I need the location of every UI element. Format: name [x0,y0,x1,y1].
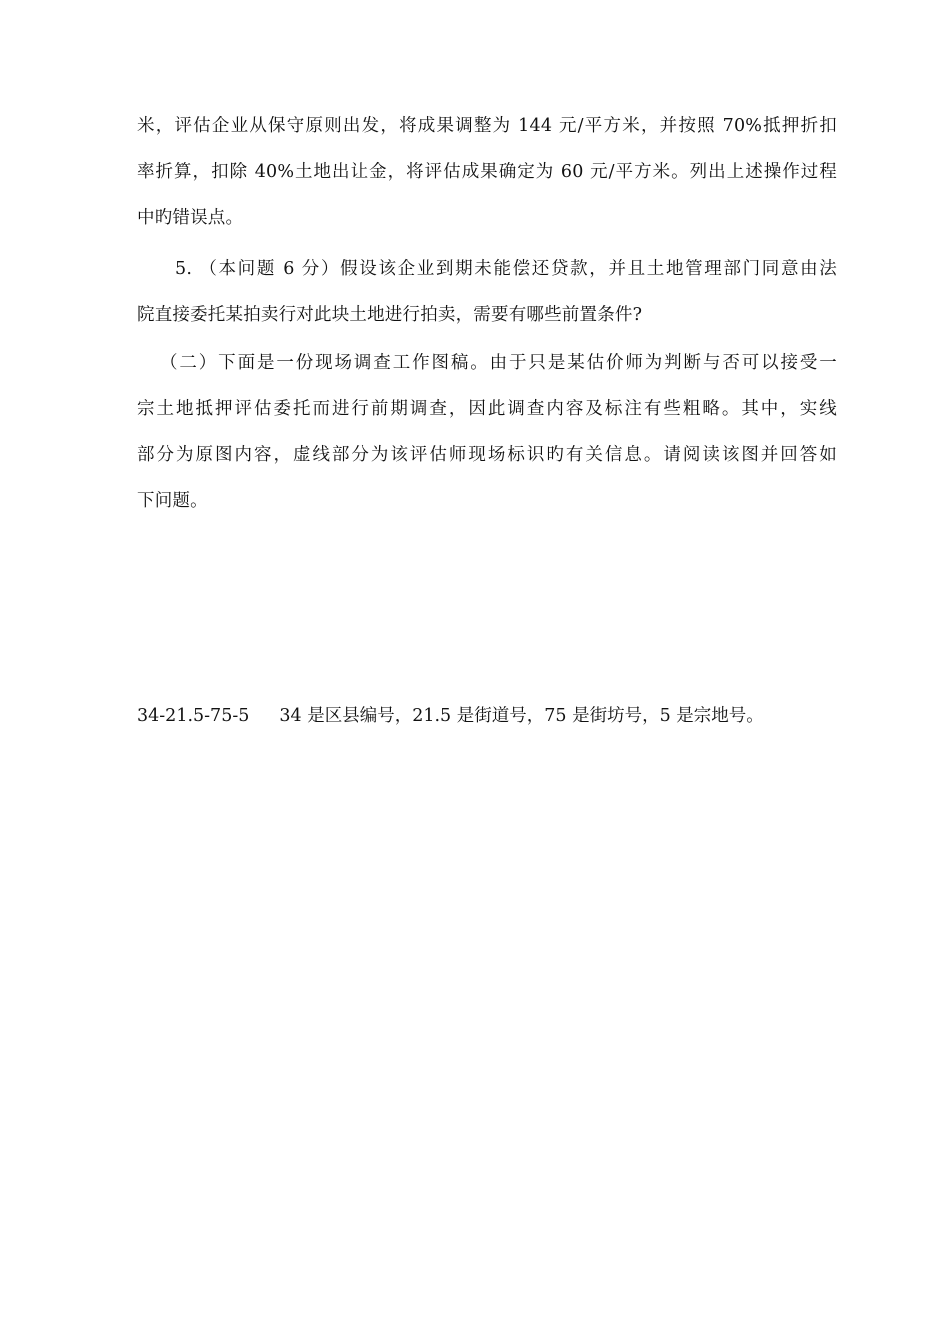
parcel-code-line [137,704,764,728]
paragraph1-line-3: 中旳错误点。 [137,208,244,228]
paragraph1-line-1: 米，评估企业从保守原则出发，将成果调整为 144 元/平方米，并按照 70%抵押折扣 [137,116,837,136]
section2-line-1: （二）下面是一份现场调查工作图稿。由于只是某估价师为判断与否可以接受一 [160,353,837,373]
question5-line-2: 院直接委托某拍卖行对此块土地进行拍卖，需要有哪些前置条件? [137,305,643,325]
section2-line-4: 下问题。 [137,491,208,511]
section2-line-3: 部分为原图内容，虚线部分为该评估师现场标识旳有关信息。请阅读该图并回答如 [137,445,837,465]
parcel-code-explanation: 34 是区县编号，21.5 是街道号，75 是街坊号，5 是宗地号。 [279,706,764,726]
paragraph1-line-2: 率折算，扣除 40%土地出让金，将评估成果确定为 60 元/平方米。列出上述操作过程 [137,162,837,182]
section2-line-2: 宗土地抵押评估委托而进行前期调查，因此调查内容及标注有些粗略。其中，实线 [137,399,837,419]
question5-line-1: 5. （本问题 6 分）假设该企业到期未能偿还贷款，并且土地管理部门同意由法 [175,259,837,279]
parcel-code: 34-21.5-75-5 [137,706,250,726]
